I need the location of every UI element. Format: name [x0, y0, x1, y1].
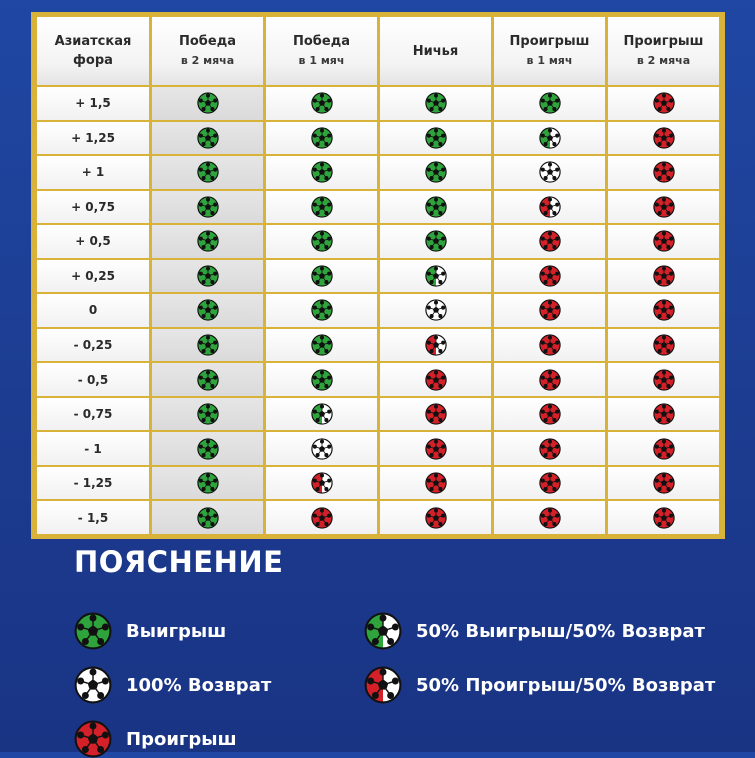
result-cell [494, 260, 605, 293]
result-cell [152, 260, 263, 293]
result-cell [152, 191, 263, 224]
result-cell [608, 87, 719, 120]
legend-win-ball-icon [74, 612, 112, 650]
table-row [37, 398, 719, 431]
column-header-subtitle: в 1 мяч [526, 54, 573, 67]
column-header-2 [266, 17, 377, 85]
result-cell [380, 260, 491, 293]
loss-ball-icon [425, 403, 447, 425]
result-cell [494, 398, 605, 431]
win-ball-icon [425, 92, 447, 114]
result-cell [608, 260, 719, 293]
loss-ball-icon [539, 507, 561, 529]
result-cell [266, 501, 377, 534]
result-cell [608, 363, 719, 396]
refund-ball-icon [311, 438, 333, 460]
legend-item-refund [74, 666, 271, 704]
win-ball-icon [311, 196, 333, 218]
result-cell [608, 294, 719, 327]
loss-ball-icon [653, 196, 675, 218]
handicap-value: + 0,75 [37, 191, 149, 224]
loss-ball-icon [653, 438, 675, 460]
loss-ball-icon [539, 403, 561, 425]
result-cell [608, 501, 719, 534]
table-row [37, 191, 719, 224]
half-loss-ball-icon [311, 472, 333, 494]
column-header-subtitle: в 2 мяча [180, 54, 235, 67]
handicap-value: - 0,75 [37, 398, 149, 431]
result-cell [266, 191, 377, 224]
table-row [37, 501, 719, 534]
table-row [37, 122, 719, 155]
result-cell [608, 432, 719, 465]
result-cell [494, 122, 605, 155]
result-cell [494, 225, 605, 258]
handicap-value: - 1,25 [37, 467, 149, 500]
loss-ball-icon [653, 369, 675, 391]
handicap-value: - 1 [37, 432, 149, 465]
loss-ball-icon [539, 472, 561, 494]
result-cell [152, 225, 263, 258]
result-cell [152, 501, 263, 534]
result-cell [152, 398, 263, 431]
column-header-5 [608, 17, 719, 85]
result-cell [608, 225, 719, 258]
loss-ball-icon [539, 230, 561, 252]
win-ball-icon [311, 230, 333, 252]
loss-ball-icon [653, 403, 675, 425]
half-win-ball-icon [311, 403, 333, 425]
result-cell [380, 363, 491, 396]
result-cell [494, 363, 605, 396]
result-cell [494, 432, 605, 465]
legend-refund-ball-icon [74, 666, 112, 704]
legend-title: ПОЯСНЕНИЕ [74, 545, 284, 579]
legend-half-win-ball-icon [364, 612, 402, 650]
win-ball-icon [311, 161, 333, 183]
win-ball-icon [311, 127, 333, 149]
win-ball-icon [197, 161, 219, 183]
result-cell [380, 225, 491, 258]
win-ball-icon [311, 369, 333, 391]
table-row [37, 225, 719, 258]
column-header-subtitle: в 2 мяча [636, 54, 691, 67]
table-body [37, 87, 719, 534]
loss-ball-icon [425, 369, 447, 391]
result-cell [380, 501, 491, 534]
result-cell [266, 225, 377, 258]
refund-ball-icon [539, 161, 561, 183]
loss-ball-icon [539, 299, 561, 321]
legend-half-loss-ball-icon [364, 666, 402, 704]
refund-ball-icon [425, 299, 447, 321]
half-loss-ball-icon [539, 196, 561, 218]
column-header-subtitle: в 1 мяч [298, 54, 345, 67]
column-header-0 [37, 17, 149, 85]
half-win-ball-icon [539, 127, 561, 149]
result-cell [266, 432, 377, 465]
column-header-title: Азиатская [54, 34, 132, 49]
table-row [37, 432, 719, 465]
result-cell [266, 122, 377, 155]
handicap-value: + 0,5 [37, 225, 149, 258]
loss-ball-icon [653, 472, 675, 494]
table-row [37, 363, 719, 396]
loss-ball-icon [653, 299, 675, 321]
result-cell [266, 398, 377, 431]
column-header-3 [380, 17, 491, 85]
legend-item-half-loss [364, 666, 715, 704]
handicap-value: 0 [37, 294, 149, 327]
column-header-title: Проигрыш [509, 34, 590, 49]
legend-item-loss [74, 720, 237, 758]
handicap-value: + 1,5 [37, 87, 149, 120]
result-cell [266, 156, 377, 189]
result-cell [152, 432, 263, 465]
loss-ball-icon [539, 438, 561, 460]
result-cell [380, 87, 491, 120]
result-cell [494, 467, 605, 500]
win-ball-icon [311, 265, 333, 287]
result-cell [608, 156, 719, 189]
result-cell [380, 191, 491, 224]
result-cell [494, 156, 605, 189]
table-header-row [37, 17, 719, 85]
win-ball-icon [197, 127, 219, 149]
result-cell [152, 87, 263, 120]
result-cell [266, 260, 377, 293]
half-loss-ball-icon [425, 334, 447, 356]
win-ball-icon [311, 92, 333, 114]
win-ball-icon [539, 92, 561, 114]
result-cell [494, 87, 605, 120]
legend-loss-ball-icon [74, 720, 112, 758]
handicap-value: + 1 [37, 156, 149, 189]
loss-ball-icon [653, 92, 675, 114]
win-ball-icon [197, 438, 219, 460]
legend-half-loss-label: 50% Проигрыш/50% Возврат [416, 674, 716, 696]
result-cell [494, 501, 605, 534]
result-cell [608, 122, 719, 155]
legend-refund-label: 100% Возврат [126, 674, 272, 696]
result-cell [380, 294, 491, 327]
loss-ball-icon [539, 334, 561, 356]
win-ball-icon [311, 299, 333, 321]
loss-ball-icon [653, 334, 675, 356]
result-cell [494, 191, 605, 224]
result-cell [152, 467, 263, 500]
table-row [37, 87, 719, 120]
table-row [37, 294, 719, 327]
win-ball-icon [197, 265, 219, 287]
loss-ball-icon [653, 127, 675, 149]
legend-win-label: Выигрыш [126, 620, 227, 642]
result-cell [608, 467, 719, 500]
result-cell [380, 398, 491, 431]
win-ball-icon [197, 92, 219, 114]
handicap-value: - 0,25 [37, 329, 149, 362]
loss-ball-icon [539, 265, 561, 287]
loss-ball-icon [653, 161, 675, 183]
result-cell [380, 467, 491, 500]
win-ball-icon [425, 196, 447, 218]
loss-ball-icon [425, 507, 447, 529]
loss-ball-icon [653, 507, 675, 529]
loss-ball-icon [425, 472, 447, 494]
table-row [37, 156, 719, 189]
result-cell [152, 122, 263, 155]
handicap-value: + 0,25 [37, 260, 149, 293]
result-cell [494, 294, 605, 327]
loss-ball-icon [311, 507, 333, 529]
result-cell [266, 363, 377, 396]
handicap-value: - 1,5 [37, 501, 149, 534]
win-ball-icon [197, 196, 219, 218]
result-cell [266, 294, 377, 327]
legend-item-win [74, 612, 226, 650]
win-ball-icon [197, 507, 219, 529]
loss-ball-icon [539, 369, 561, 391]
result-cell [266, 467, 377, 500]
column-header-1 [152, 17, 263, 85]
win-ball-icon [197, 472, 219, 494]
result-cell [608, 191, 719, 224]
result-cell [608, 398, 719, 431]
column-header-title: Победа [293, 34, 350, 49]
asian-handicap-table [34, 15, 722, 536]
result-cell [494, 329, 605, 362]
result-cell [380, 432, 491, 465]
result-cell [152, 329, 263, 362]
loss-ball-icon [425, 438, 447, 460]
win-ball-icon [425, 127, 447, 149]
half-win-ball-icon [425, 265, 447, 287]
result-cell [152, 294, 263, 327]
column-header-4 [494, 17, 605, 85]
win-ball-icon [197, 334, 219, 356]
result-cell [152, 363, 263, 396]
column-header-title: Победа [179, 34, 236, 49]
win-ball-icon [197, 299, 219, 321]
column-header-title: Проигрыш [623, 34, 704, 49]
result-cell [608, 329, 719, 362]
column-header-title: Ничья [412, 43, 459, 59]
win-ball-icon [197, 369, 219, 391]
table-row [37, 467, 719, 500]
win-ball-icon [425, 230, 447, 252]
result-cell [152, 156, 263, 189]
win-ball-icon [311, 334, 333, 356]
loss-ball-icon [653, 230, 675, 252]
win-ball-icon [425, 161, 447, 183]
column-header-subtitle: фора [73, 53, 113, 68]
result-cell [380, 122, 491, 155]
result-cell [380, 156, 491, 189]
handicap-value: + 1,25 [37, 122, 149, 155]
legend-item-half-win [364, 612, 705, 650]
handicap-value: - 0,5 [37, 363, 149, 396]
win-ball-icon [197, 230, 219, 252]
loss-ball-icon [653, 265, 675, 287]
legend-half-win-label: 50% Выигрыш/50% Возврат [416, 620, 705, 642]
result-cell [266, 87, 377, 120]
result-cell [380, 329, 491, 362]
legend-loss-label: Проигрыш [126, 728, 237, 750]
result-cell [266, 329, 377, 362]
handicap-table-frame [31, 12, 725, 539]
table-row [37, 329, 719, 362]
win-ball-icon [197, 403, 219, 425]
table-row [37, 260, 719, 293]
